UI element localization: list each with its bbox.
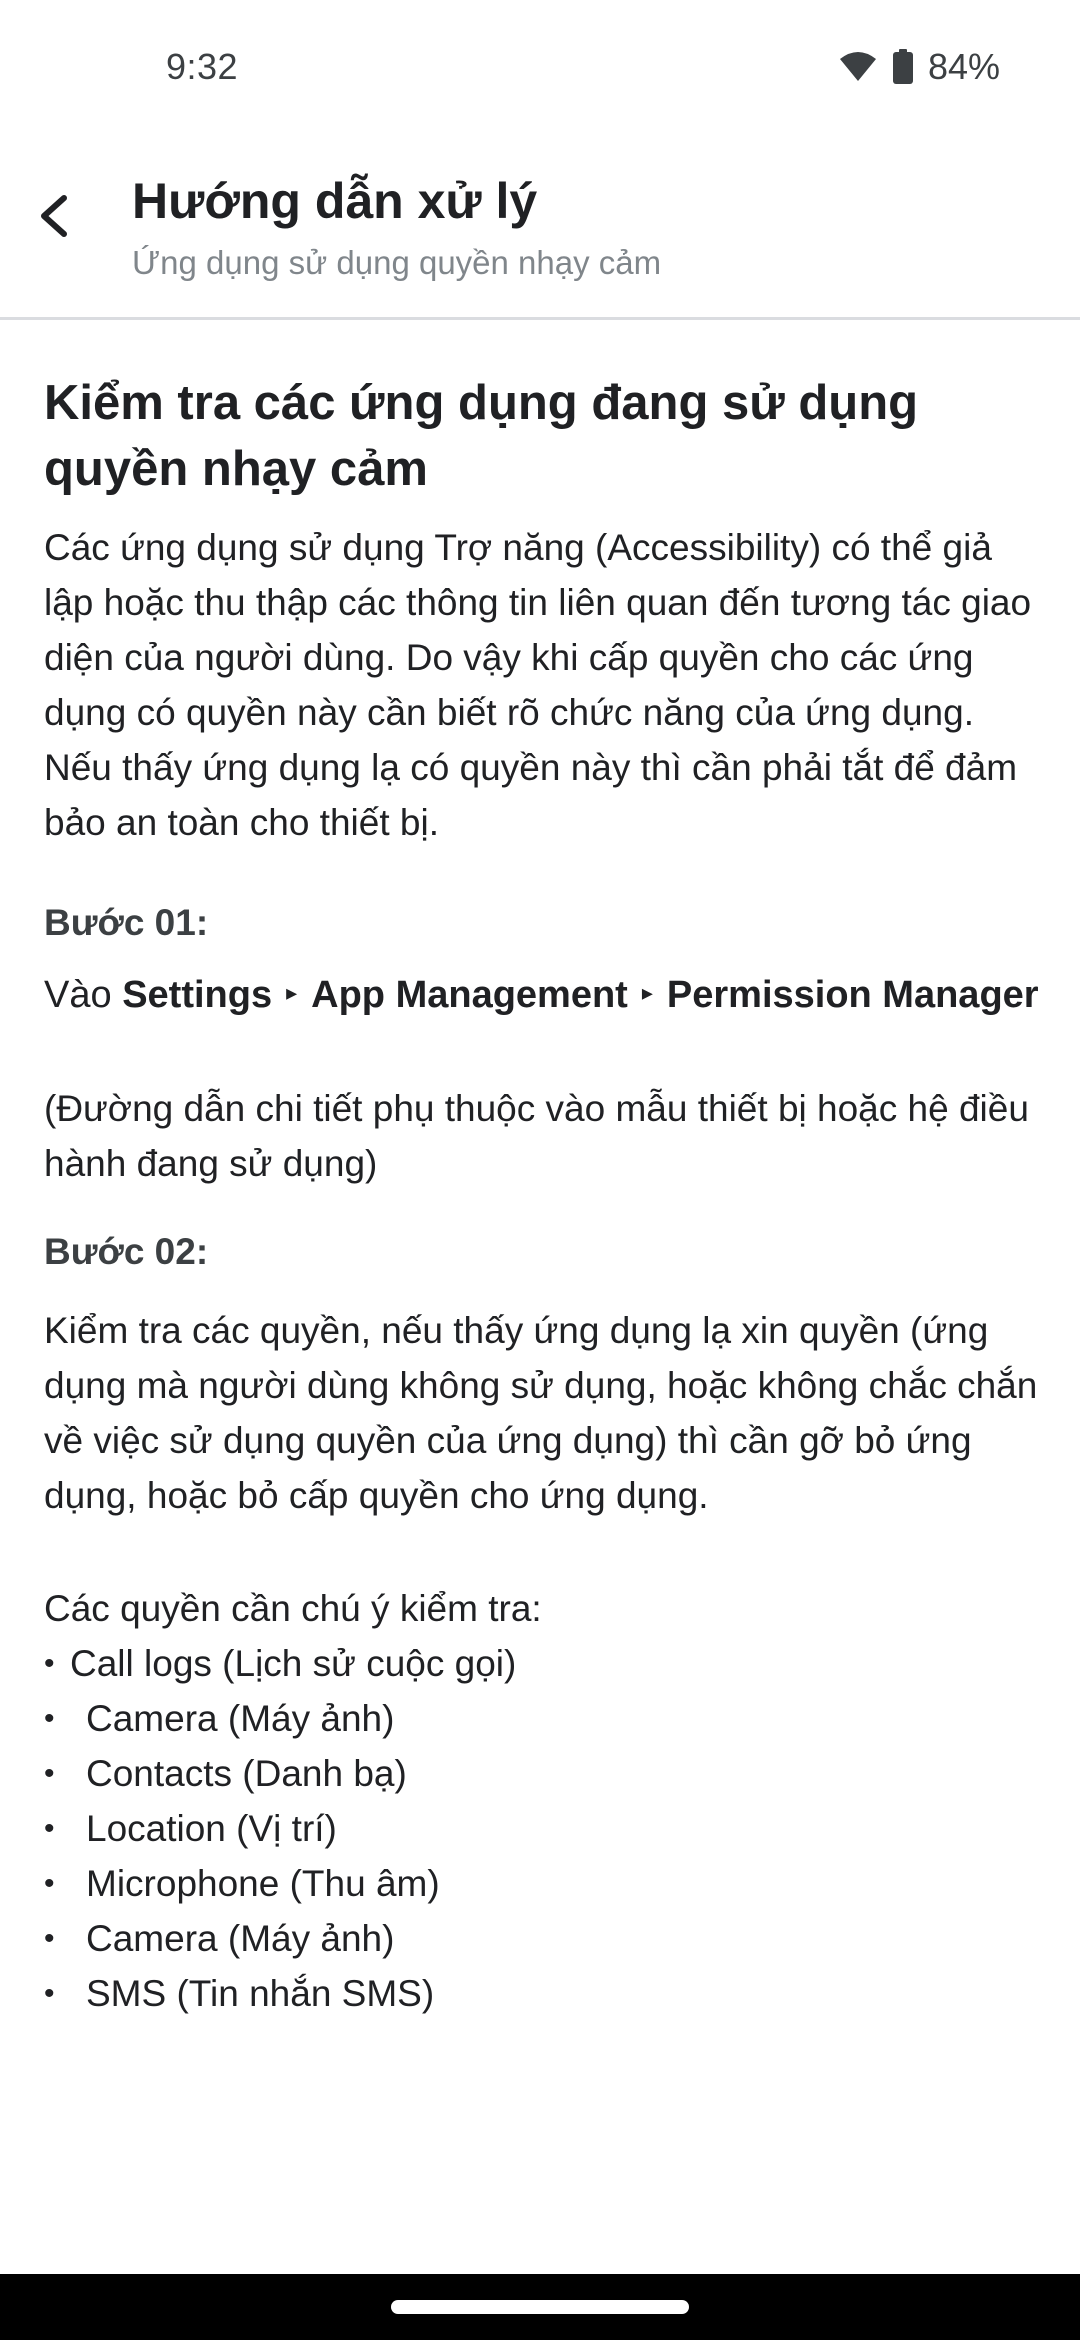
permission-label: Microphone (Thu âm) <box>86 1863 440 1904</box>
step-2-text: Kiểm tra các quyền, nếu thấy ứng dụng lạ xin quyền (ứng dụng mà người dùng không sử dụng, hoặc không chắc chắn về việc sử dụng quyền của ứng dụng) thì cần gỡ bỏ ứng dụng, hoặc bỏ cấp quyền cho ứng dụng. <box>44 1310 1038 1516</box>
permissions-title: Các quyền cần chú ý kiểm tra: <box>44 1588 542 1629</box>
list-item <box>44 1691 1044 1746</box>
back-arrow-icon <box>34 194 74 243</box>
step-1-label: Bước 01: <box>44 902 209 943</box>
system-navigation-bar <box>0 2274 1080 2340</box>
settings-path <box>44 974 1044 1017</box>
list-item <box>44 1911 1044 1966</box>
bullet-icon: • <box>44 1647 55 1680</box>
intro-paragraph: Các ứng dụng sử dụng Trợ năng (Accessibility) có thể giả lập hoặc thu thập các thông tin liên quan đến tương tác giao diện của người dùng. Do vậy khi cấp quyền cho các ứng dụng có quyền này cần biết rõ chức năng của ứng dụng. Nếu thấy ứng dụng lạ có quyền này thì cần phải tắt để đảm bảo an toàn cho thiết bị. <box>44 527 1032 843</box>
status-time: 9:32 <box>166 46 239 87</box>
section-heading <box>44 370 1044 502</box>
permission-label: SMS (Tin nhắn SMS) <box>86 1973 435 2014</box>
permission-label: Call logs (Lịch sử cuộc gọi) <box>70 1643 517 1684</box>
permission-label: Camera (Máy ảnh) <box>86 1918 395 1959</box>
path-settings: Settings <box>122 974 273 1016</box>
status-bar <box>0 0 1080 130</box>
permission-label: Location (Vị trí) <box>86 1808 337 1849</box>
list-item <box>44 1636 1044 1691</box>
bullet-icon: • <box>44 1977 55 2010</box>
list-item <box>44 1801 1044 1856</box>
back-button[interactable] <box>18 182 90 254</box>
permissions-list <box>44 1636 1044 2021</box>
list-item <box>44 1746 1044 1801</box>
page-title: Hướng dẫn xử lý <box>132 173 538 229</box>
path-permission-manager: Permission Manager <box>666 974 1039 1016</box>
bullet-icon: • <box>44 1757 55 1790</box>
bullet-icon: • <box>44 1922 55 1955</box>
page-subtitle: Ứng dụng sử dụng quyền nhạy cảm <box>132 244 662 281</box>
list-item <box>44 1856 1044 1911</box>
heading-line-1: Kiểm tra các ứng dụng đang sử dụng <box>44 376 919 430</box>
permission-label: Camera (Máy ảnh) <box>86 1698 395 1739</box>
path-note: (Đường dẫn chi tiết phụ thuộc vào mẫu thiết bị hoặc hệ điều hành đang sử dụng) <box>44 1088 1029 1184</box>
battery-icon <box>892 49 914 85</box>
step-2-label: Bước 02: <box>44 1231 209 1272</box>
permission-label: Contacts (Danh bạ) <box>86 1753 407 1794</box>
bullet-icon: • <box>44 1702 55 1735</box>
bullet-icon: • <box>44 1812 55 1845</box>
home-gesture-handle[interactable] <box>391 2300 689 2314</box>
guide-content <box>44 370 1044 2021</box>
app-bar <box>0 130 1080 320</box>
path-app-management: App Management <box>311 974 628 1016</box>
path-separator-icon: ▸ <box>641 979 653 1005</box>
heading-line-2: quyền nhạy cảm <box>44 442 428 496</box>
path-separator-icon: ▸ <box>286 979 298 1005</box>
bullet-icon: • <box>44 1867 55 1900</box>
path-prefix: Vào <box>44 974 112 1016</box>
battery-percent: 84% <box>927 46 1000 87</box>
list-item <box>44 1966 1044 2021</box>
status-icons <box>838 46 1000 88</box>
wifi-icon <box>838 51 878 83</box>
